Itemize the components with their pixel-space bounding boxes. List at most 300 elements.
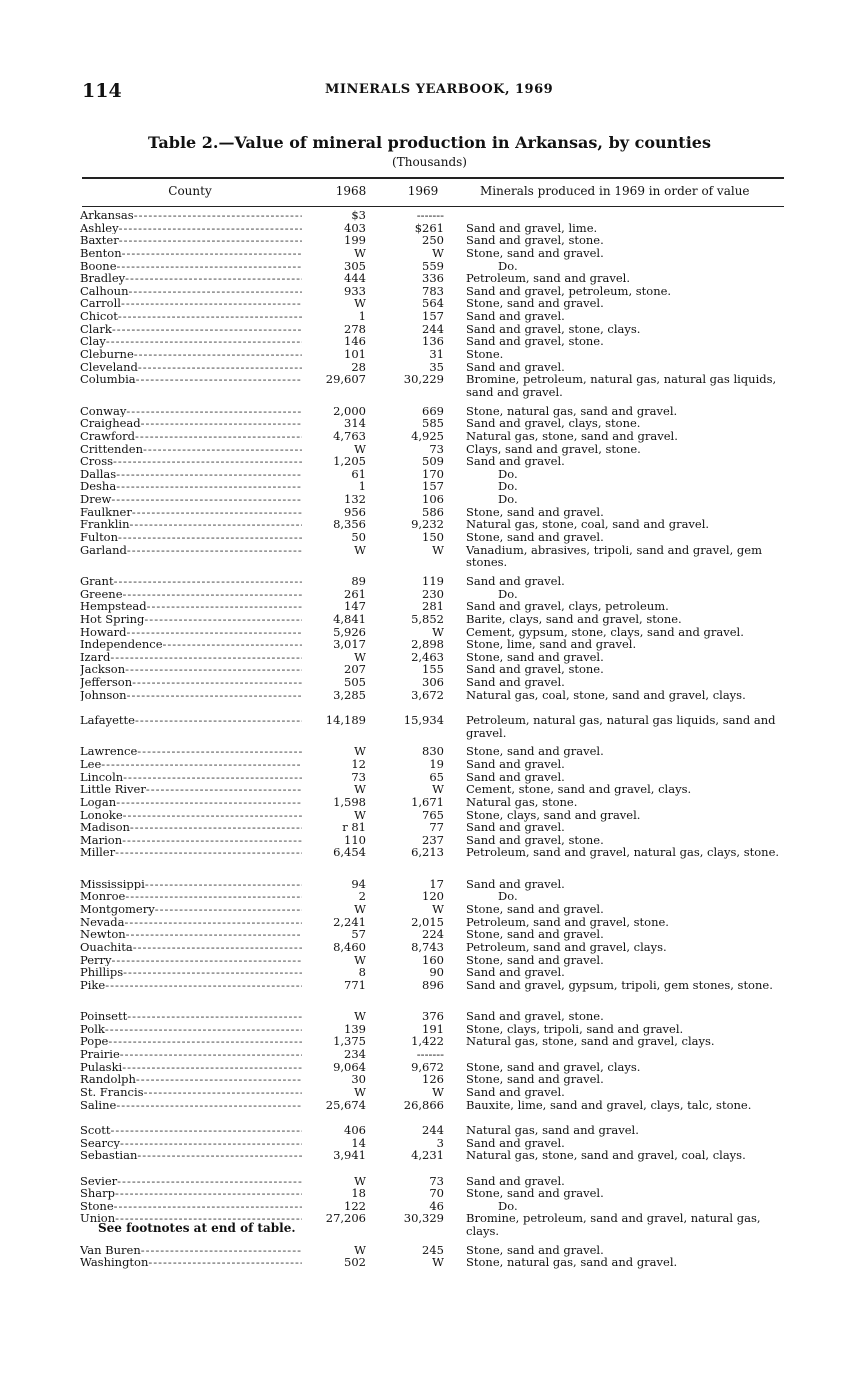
value-1969: 157 — [422, 309, 444, 324]
column-header-minerals: Minerals produced in 1969 in order of value — [480, 184, 750, 198]
value-1969: $261 — [414, 220, 444, 235]
county-name: Nevada ----- — [80, 916, 302, 929]
value-1968: W — [354, 1173, 366, 1188]
value-1969: 19 — [429, 756, 444, 771]
value-1969: 155 — [422, 662, 444, 677]
county-name: Pike ----- — [80, 979, 302, 992]
minerals-produced: Sand and gravel, clays, stone. — [466, 416, 641, 431]
value-1968: 3,941 — [333, 1148, 366, 1163]
minerals-produced: Stone, sand and gravel. — [466, 649, 604, 664]
value-1969: 70 — [429, 1186, 444, 1201]
table-row — [0, 531, 859, 544]
county-name: St. Francis ----- — [80, 1086, 302, 1099]
minerals-produced: Sand and gravel, gypsum, tripoli, gem stones, stone. — [466, 977, 773, 992]
county-name: Craighead ----- — [80, 417, 302, 430]
value-1969: 230 — [422, 586, 444, 601]
minerals-produced: Sand and gravel. — [466, 965, 565, 980]
value-1969: W — [432, 1255, 444, 1270]
value-1968: 8,460 — [333, 939, 366, 954]
table-row — [0, 600, 859, 613]
table-row — [0, 234, 859, 247]
table-row — [0, 771, 859, 784]
value-1969: 244 — [422, 1122, 444, 1137]
minerals-produced: Sand and gravel, lime. — [466, 220, 598, 235]
county-name: Little River ----- — [80, 783, 302, 796]
value-1969: 306 — [422, 675, 444, 690]
value-1969: 376 — [422, 1009, 444, 1024]
value-1968: r 81 — [342, 820, 366, 835]
value-1968: 3,017 — [333, 637, 366, 652]
value-1968: 199 — [344, 233, 366, 248]
value-1969: 245 — [422, 1242, 444, 1257]
table-row — [0, 1048, 859, 1061]
value-1968: 956 — [344, 504, 366, 519]
county-name: Faulkner ----- — [80, 506, 302, 519]
value-1968: W — [354, 1009, 366, 1024]
value-1968: 14 — [351, 1135, 366, 1150]
county-name: Boone ----- — [80, 260, 302, 273]
minerals-produced: Petroleum, sand and gravel, natural gas, clays, stone. — [466, 845, 780, 860]
value-1968: 505 — [344, 675, 366, 690]
table-row — [0, 1244, 859, 1257]
table-row — [0, 493, 859, 506]
minerals-produced: Stone, sand and gravel. — [466, 504, 604, 519]
minerals-produced: Do. — [498, 479, 518, 494]
minerals-produced: Do. — [498, 466, 518, 481]
value-1969: W — [432, 245, 444, 260]
value-1968: 406 — [344, 1122, 366, 1137]
minerals-produced: Petroleum, sand and gravel. — [466, 271, 630, 286]
value-1969: 160 — [422, 952, 444, 967]
value-1969: 896 — [422, 977, 444, 992]
value-1968: W — [354, 296, 366, 311]
table-row — [0, 455, 859, 468]
minerals-produced: Sand and gravel. — [466, 820, 565, 835]
value-1969: 5,852 — [411, 611, 444, 626]
minerals-produced: Petroleum, sand and gravel, clays. — [466, 939, 667, 954]
value-1969: 250 — [422, 233, 444, 248]
value-1969: 35 — [429, 359, 444, 374]
minerals-produced: Do. — [498, 258, 518, 273]
page-number: 114 — [82, 80, 122, 102]
minerals-produced: Stone, sand and gravel. — [466, 927, 604, 942]
value-1968: 305 — [344, 258, 366, 273]
value-1969: 830 — [422, 744, 444, 759]
minerals-produced: Sand and gravel, petroleum, stone. — [466, 283, 672, 298]
value-1968: 2,000 — [333, 403, 366, 418]
value-1968: 2,241 — [333, 914, 366, 929]
county-name: Monroe ----- — [80, 890, 302, 903]
value-1968: 261 — [344, 586, 366, 601]
value-1969: 8,743 — [411, 939, 444, 954]
county-name: Jefferson ----- — [80, 676, 302, 689]
county-name: Van Buren ----- — [80, 1244, 302, 1257]
value-1969: ------- — [416, 1047, 444, 1062]
table-row — [0, 846, 859, 871]
county-name: Scott ----- — [80, 1124, 302, 1137]
value-1968: 146 — [344, 334, 366, 349]
table-row — [0, 903, 859, 916]
county-name: Calhoun ----- — [80, 285, 302, 298]
county-name: Greene ----- — [80, 588, 302, 601]
value-1969: 15,934 — [403, 713, 444, 728]
county-name: Jackson ----- — [80, 663, 302, 676]
value-1968: 50 — [351, 530, 366, 545]
table-row — [0, 544, 859, 569]
table-row — [0, 714, 859, 739]
minerals-produced: Sand and gravel, stone. — [466, 1009, 604, 1024]
minerals-produced: Sand and gravel, stone. — [466, 233, 604, 248]
county-name: Fulton ----- — [80, 531, 302, 544]
county-name: Hot Spring ----- — [80, 613, 302, 626]
column-header-1969: 1969 — [407, 184, 439, 198]
county-name: Lafayette ----- — [80, 714, 302, 727]
county-name: Baxter ----- — [80, 234, 302, 247]
footnote: See footnotes at end of table. — [98, 1221, 296, 1235]
minerals-produced: Sand and gravel. — [466, 1085, 565, 1100]
value-1968: 139 — [344, 1021, 366, 1036]
value-1968: W — [354, 441, 366, 456]
value-1969: 136 — [422, 334, 444, 349]
county-name: Saline ----- — [80, 1099, 302, 1112]
minerals-produced: Petroleum, natural gas, natural gas liquids, sand and gravel. — [466, 713, 776, 740]
county-name: Phillips ----- — [80, 966, 302, 979]
county-name: Hempstead ----- — [80, 600, 302, 613]
county-name: Conway ----- — [80, 405, 302, 418]
minerals-produced: Sand and gravel. — [466, 1173, 565, 1188]
running-head: MINERALS YEARBOOK, 1969 — [325, 82, 554, 97]
value-1968: W — [354, 902, 366, 917]
minerals-produced: Sand and gravel. — [466, 769, 565, 784]
value-1969: ------- — [416, 208, 444, 222]
county-name: Arkansas ----- — [80, 209, 302, 222]
value-1969: W — [432, 624, 444, 639]
minerals-produced: Do. — [498, 492, 518, 507]
table-row — [0, 979, 859, 1004]
minerals-produced: Natural gas, stone, coal, sand and gravel. — [466, 517, 710, 532]
minerals-produced: Natural gas, stone. — [466, 794, 578, 809]
table-row — [0, 941, 859, 954]
county-name: Sharp ----- — [80, 1187, 302, 1200]
county-name: Benton ----- — [80, 247, 302, 260]
minerals-produced: Barite, clays, sand and gravel, stone. — [466, 611, 682, 626]
value-1968: 1 — [358, 309, 366, 324]
value-1968: 94 — [351, 876, 366, 891]
minerals-produced: Stone, natural gas, sand and gravel. — [466, 403, 678, 418]
table-title: Table 2.—Value of mineral production in Arkansas, by counties — [148, 133, 711, 152]
table-subtitle: (Thousands) — [392, 155, 467, 169]
value-1968: 110 — [344, 832, 366, 847]
county-name: Stone ----- — [80, 1200, 302, 1213]
value-1968: 6,454 — [333, 845, 366, 860]
minerals-produced: Natural gas, coal, stone, sand and gravel, clays. — [466, 687, 746, 702]
table-row — [0, 638, 859, 651]
value-1969: 4,231 — [411, 1148, 444, 1163]
county-name: Perry ----- — [80, 954, 302, 967]
value-1968: W — [354, 807, 366, 822]
value-1969: 120 — [422, 889, 444, 904]
value-1968: 89 — [351, 573, 366, 588]
value-1969: 9,232 — [411, 517, 444, 532]
minerals-produced: Do. — [498, 1198, 518, 1213]
value-1969: 559 — [422, 258, 444, 273]
value-1969: 2,463 — [411, 649, 444, 664]
county-name: Mississippi ----- — [80, 878, 302, 891]
table-row — [0, 1010, 859, 1023]
value-1968: 4,763 — [333, 428, 366, 443]
value-1969: 783 — [422, 283, 444, 298]
county-name: Newton ----- — [80, 928, 302, 941]
table-row — [0, 758, 859, 771]
value-1968: W — [354, 1085, 366, 1100]
county-name: Lawrence ----- — [80, 745, 302, 758]
minerals-produced: Bauxite, lime, sand and gravel, clays, talc, stone. — [466, 1097, 752, 1112]
minerals-produced: Do. — [498, 586, 518, 601]
table-row — [0, 348, 859, 361]
value-1968: 57 — [351, 927, 366, 942]
value-1969: 77 — [429, 820, 444, 835]
county-name: Lincoln ----- — [80, 771, 302, 784]
value-1969: 26,866 — [403, 1097, 444, 1112]
county-name: Bradley ----- — [80, 272, 302, 285]
value-1968: $3 — [351, 208, 366, 222]
county-name: Garland ----- — [80, 544, 302, 557]
value-1969: 2,015 — [411, 914, 444, 929]
value-1969: 336 — [422, 271, 444, 286]
value-1968: W — [354, 952, 366, 967]
table-row — [0, 272, 859, 285]
value-1968: 29,607 — [325, 372, 366, 387]
county-name: Cross ----- — [80, 455, 302, 468]
table-row — [0, 890, 859, 903]
minerals-produced: Sand and gravel. — [466, 756, 565, 771]
value-1969: 281 — [422, 599, 444, 614]
value-1968: 8 — [358, 965, 366, 980]
value-1969: 669 — [422, 403, 444, 418]
county-name: Desha ----- — [80, 480, 302, 493]
value-1968: 8,356 — [333, 517, 366, 532]
table-row — [0, 430, 859, 443]
value-1968: 25,674 — [325, 1097, 366, 1112]
value-1969: 30,329 — [403, 1211, 444, 1226]
table-row — [0, 209, 859, 222]
value-1968: W — [354, 744, 366, 759]
county-name: Montgomery ----- — [80, 903, 302, 916]
minerals-produced: Sand and gravel, stone. — [466, 662, 604, 677]
county-name: Lee ----- — [80, 758, 302, 771]
minerals-produced: Stone. — [466, 347, 504, 362]
table-body — [0, 209, 859, 1269]
table-row — [0, 676, 859, 689]
county-name: Searcy ----- — [80, 1137, 302, 1150]
county-name: Johnson ----- — [80, 689, 302, 702]
minerals-produced: Bromine, petroleum, natural gas, natural gas liquids, sand and gravel. — [466, 372, 777, 399]
county-name: Washington ----- — [80, 1256, 302, 1269]
county-name: Pulaski ----- — [80, 1061, 302, 1074]
value-1968: 9,064 — [333, 1059, 366, 1074]
county-name: Clay ----- — [80, 335, 302, 348]
value-1968: 1 — [358, 479, 366, 494]
value-1969: 585 — [422, 416, 444, 431]
minerals-produced: Sand and gravel. — [466, 675, 565, 690]
county-name: Prairie ----- — [80, 1048, 302, 1061]
minerals-produced: Cement, stone, sand and gravel, clays. — [466, 782, 692, 797]
minerals-produced: Sand and gravel. — [466, 876, 565, 891]
value-1969: 1,671 — [411, 794, 444, 809]
table-top-rule — [82, 177, 784, 179]
value-1969: 73 — [429, 1173, 444, 1188]
table-row — [0, 613, 859, 626]
table-row — [0, 689, 859, 714]
minerals-produced: Stone, lime, sand and gravel. — [466, 637, 637, 652]
minerals-produced: Stone, clays, sand and gravel. — [466, 807, 641, 822]
value-1969: 65 — [429, 769, 444, 784]
minerals-produced: Sand and gravel. — [466, 1135, 565, 1150]
county-name: Cleveland ----- — [80, 361, 302, 374]
value-1969: 106 — [422, 492, 444, 507]
minerals-produced: Clays, sand and gravel, stone. — [466, 441, 641, 456]
minerals-produced: Sand and gravel, stone. — [466, 832, 604, 847]
county-name: Dallas ----- — [80, 468, 302, 481]
table-row — [0, 796, 859, 809]
minerals-produced: Stone, sand and gravel. — [466, 902, 604, 917]
value-1969: 237 — [422, 832, 444, 847]
value-1969: 224 — [422, 927, 444, 942]
minerals-produced: Stone, sand and gravel. — [466, 296, 604, 311]
value-1968: 234 — [344, 1047, 366, 1062]
value-1968: 132 — [344, 492, 366, 507]
county-name: Ashley ----- — [80, 222, 302, 235]
value-1969: 244 — [422, 321, 444, 336]
county-name: Crittenden ----- — [80, 443, 302, 456]
county-name: Poinsett ----- — [80, 1010, 302, 1023]
minerals-produced: Sand and gravel, clays, petroleum. — [466, 599, 669, 614]
table-row — [0, 1073, 859, 1086]
minerals-produced: Natural gas, sand and gravel. — [466, 1122, 639, 1137]
table-row — [0, 1124, 859, 1137]
value-1969: W — [432, 542, 444, 557]
minerals-produced: Do. — [498, 889, 518, 904]
minerals-produced: Natural gas, stone, sand and gravel, coal, clays. — [466, 1148, 746, 1163]
value-1968: 1,375 — [333, 1034, 366, 1049]
value-1969: 586 — [422, 504, 444, 519]
county-name: Logan ----- — [80, 796, 302, 809]
minerals-produced: Vanadium, abrasives, tripoli, sand and gravel, gem stones. — [466, 542, 762, 570]
county-name: Drew ----- — [80, 493, 302, 506]
value-1968: 207 — [344, 662, 366, 677]
minerals-produced: Stone, sand and gravel, clays. — [466, 1059, 641, 1074]
value-1968: 314 — [344, 416, 366, 431]
value-1969: 3 — [436, 1135, 444, 1150]
column-header-1968: 1968 — [335, 184, 367, 198]
table-row — [0, 1187, 859, 1200]
value-1968: W — [354, 542, 366, 557]
value-1968: 73 — [351, 769, 366, 784]
value-1968: 403 — [344, 220, 366, 235]
value-1968: 1,205 — [333, 454, 366, 469]
value-1969: 509 — [422, 454, 444, 469]
county-name: Union ----- — [80, 1212, 302, 1225]
minerals-produced: Sand and gravel, stone, clays. — [466, 321, 641, 336]
value-1968: 2 — [358, 889, 366, 904]
value-1968: 933 — [344, 283, 366, 298]
minerals-produced: Stone, sand and gravel. — [466, 245, 604, 260]
table-row — [0, 575, 859, 588]
minerals-produced: Sand and gravel. — [466, 454, 565, 469]
county-name: Madison ----- — [80, 821, 302, 834]
value-1969: W — [432, 902, 444, 917]
value-1969: 17 — [429, 876, 444, 891]
minerals-produced: Stone, sand and gravel. — [466, 744, 604, 759]
county-name: Lonoke ----- — [80, 809, 302, 822]
county-name: Pope ----- — [80, 1035, 302, 1048]
minerals-produced: Stone, sand and gravel. — [466, 1186, 604, 1201]
column-header-county: County — [168, 184, 212, 198]
value-1968: W — [354, 782, 366, 797]
minerals-produced: Stone, sand and gravel. — [466, 952, 604, 967]
county-name: Chicot ----- — [80, 310, 302, 323]
value-1968: W — [354, 1242, 366, 1257]
table-row — [0, 1256, 859, 1269]
county-name: Grant ----- — [80, 575, 302, 588]
minerals-produced: Sand and gravel. — [466, 359, 565, 374]
minerals-produced: Sand and gravel, stone. — [466, 334, 604, 349]
table-row — [0, 966, 859, 979]
county-name: Clark ----- — [80, 323, 302, 336]
county-name: Independence ----- — [80, 638, 302, 651]
table-row — [0, 247, 859, 260]
value-1968: 101 — [344, 347, 366, 362]
county-name: Randolph ----- — [80, 1073, 302, 1086]
table-row — [0, 373, 859, 398]
county-name: Carroll ----- — [80, 297, 302, 310]
value-1968: 61 — [351, 466, 366, 481]
county-name: Crawford ----- — [80, 430, 302, 443]
value-1968: 444 — [344, 271, 366, 286]
value-1969: 9,672 — [411, 1059, 444, 1074]
minerals-produced: Cement, gypsum, stone, clays, sand and gravel. — [466, 624, 744, 639]
minerals-produced: Bromine, petroleum, sand and gravel, natural gas, clays. — [466, 1211, 761, 1239]
minerals-produced: Stone, sand and gravel. — [466, 1242, 604, 1257]
minerals-produced: Stone, clays, tripoli, sand and gravel. — [466, 1021, 684, 1036]
minerals-produced: Stone, sand and gravel. — [466, 1072, 604, 1087]
table-row — [0, 1149, 859, 1174]
value-1968: W — [354, 649, 366, 664]
minerals-produced: Sand and gravel. — [466, 573, 565, 588]
table-row — [0, 1086, 859, 1099]
minerals-produced: Stone, sand and gravel. — [466, 530, 604, 545]
value-1969: 4,925 — [411, 428, 444, 443]
county-name: Izard ----- — [80, 651, 302, 664]
county-name: Franklin ----- — [80, 518, 302, 531]
value-1969: 564 — [422, 296, 444, 311]
table-row — [0, 821, 859, 834]
minerals-produced: Sand and gravel. — [466, 309, 565, 324]
value-1969: 765 — [422, 807, 444, 822]
county-name: Howard ----- — [80, 626, 302, 639]
table-header-rule — [82, 206, 784, 207]
value-1968: 14,189 — [325, 713, 366, 728]
value-1969: 3,672 — [411, 687, 444, 702]
table-row — [0, 1099, 859, 1124]
value-1969: 157 — [422, 479, 444, 494]
value-1968: 3,285 — [333, 687, 366, 702]
value-1969: 170 — [422, 466, 444, 481]
county-name: Ouachita ----- — [80, 941, 302, 954]
county-name: Cleburne ----- — [80, 348, 302, 361]
value-1968: 28 — [351, 359, 366, 374]
value-1969: 90 — [429, 965, 444, 980]
